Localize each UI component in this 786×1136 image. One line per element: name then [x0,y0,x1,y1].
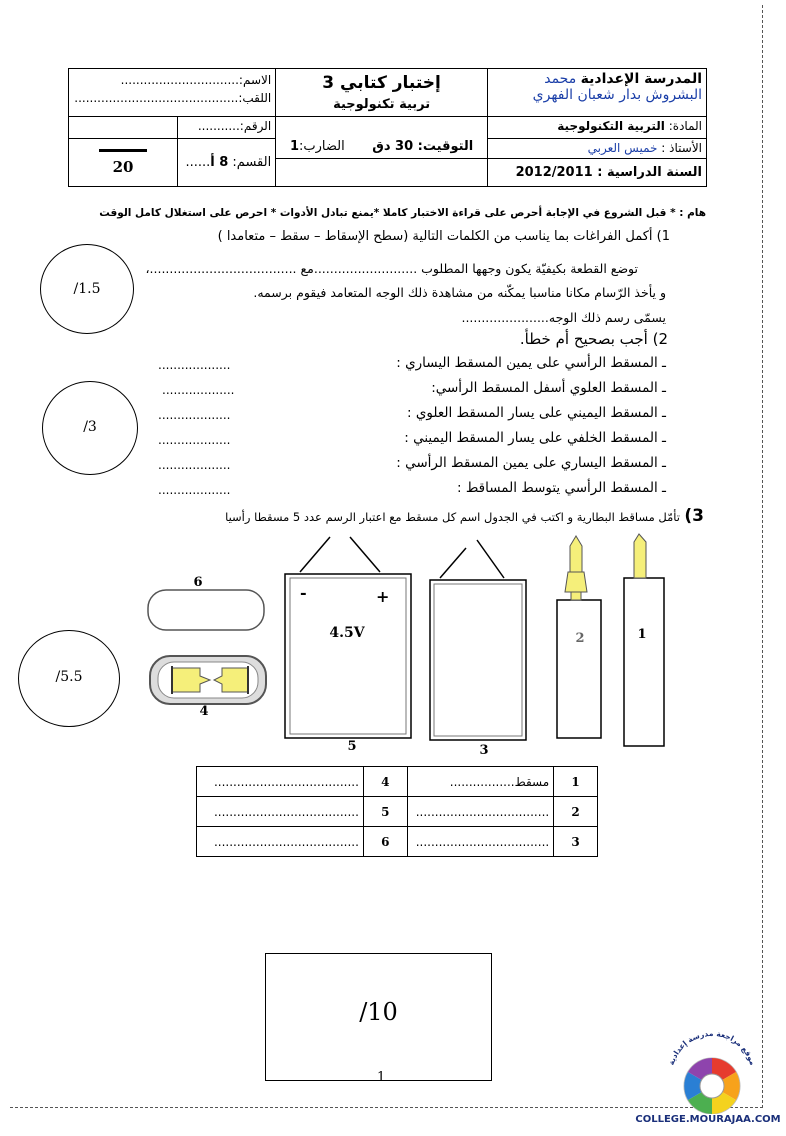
q3-number: 3) [684,506,704,526]
site-url[interactable]: COLLEGE.MOURAJAA.COM [635,1114,781,1125]
empty-cell [69,117,178,139]
q1-line1[interactable]: توضع القطعة بكيفيّة يكون وجهها المطلوب ..........................مع .....................................، [145,261,638,276]
view-3-back [430,540,526,740]
score-total: 20 [112,158,134,176]
teacher-cell [488,139,707,159]
number-dots[interactable]: ........... [197,119,240,133]
notice: هام : * قبل الشروع في الإجابة أحرص على قراءة الاختبار كاملا *يمنع تبادل الأدوات * احرص على استغلال كامل الوقت [99,207,706,219]
view-6-top [148,590,264,630]
battery-views [140,532,680,762]
label-view-4: 4 [199,704,209,719]
time-label: التوقيت: [417,139,474,154]
year-label: السنة الدراسية : [597,165,702,180]
q2-answer-2[interactable]: ................... [162,383,235,397]
q2-answer-3[interactable]: ................... [158,408,231,422]
time-value: 30 دق [372,139,414,154]
q2-score-circle [42,381,138,475]
answer-cell-5[interactable]: ...................................... [197,797,364,827]
logo-arc-text: موقع مراجعة مدرسة إعدادية [666,1030,758,1067]
q2-answer-1[interactable]: ................... [158,358,231,372]
year-value: 2012/2011 [515,165,593,180]
q2-item-5: ـ المسقط اليساري على يمين المسقط الرأسي : [396,455,666,471]
subject-center: تربية تكنولوجية [333,97,431,112]
student-name-cell [69,69,276,117]
time-group-cell [276,117,488,159]
table-row [197,767,598,797]
q1-score: /1.5 [73,281,101,297]
answer-cell-3[interactable]: ................................... [407,827,554,857]
answer-cell-2[interactable]: ................................... [407,797,554,827]
q2-title: 2) أجب بصحيح أم خطأ. [519,330,668,348]
num-cell-3: 3 [554,827,598,857]
surname-dots[interactable]: ........................................... [74,91,239,105]
q3-title: تأمّل مساقط البطارية و اكتب في الجدول اسم كل مسقط مع اعتبار الرسم عدد 5 مسقطا رأسيا [225,510,680,524]
class-dots[interactable]: ...... [185,155,211,170]
table-row [197,827,598,857]
views-answer-table [196,766,598,857]
label-view-1: 1 [637,627,647,642]
minus-sign: - [300,583,307,602]
school-label: المدرسة الإعدادية [580,71,702,87]
school-name-line2: البشروش بدار شعبان الفهري [532,87,702,103]
q3-score-circle [18,630,120,727]
school-name-part: محمد [544,71,577,87]
answer-cell-6[interactable]: ...................................... [197,827,364,857]
num-cell-1: 1 [554,767,598,797]
num-cell-4: 4 [363,767,407,797]
q2-item-1: ـ المسقط الرأسي على يمين المسقط اليساري : [396,355,666,371]
subject-label: المادة: [668,119,702,133]
score-cell [69,139,178,187]
answer-cell-1[interactable]: مسقط................. [407,767,554,797]
name-dots[interactable]: ............................... [120,73,239,87]
q2-item-3: ـ المسقط اليميني على يسار المسقط العلوي : [407,405,666,421]
q1-title: 1) أكمل الفراغات بما يناسب من الكلمات التالية (سطح الإسقاط – سقط – متعامدا ) [217,229,670,244]
header-table [68,68,707,187]
q2-item-2: ـ المسقط العلوي أسفل المسقط الرأسي: [431,380,666,396]
label-view-6: 6 [193,575,203,590]
surname-label: اللقب: [238,91,272,105]
q2-item-6: ـ المسقط الرأسي يتوسط المساقط : [457,480,666,496]
battery-label: 4.5V [329,625,365,641]
q1-line2: و يأخذ الرّسام مكانا مناسبا يمكّنه من مشاهدة ذلك الوجه المتعامد فيقوم برسمه. [253,285,666,300]
q1-line3[interactable]: يسمّى رسم ذلك الوجه...................... [461,310,666,325]
label-view-3: 3 [479,743,489,758]
year-cell [488,159,707,187]
number-label: الرقم: [239,119,272,133]
group-label: الضارب: [299,139,345,154]
name-label: الاسم: [238,73,272,87]
group-value: 1 [289,139,299,154]
q1-score-circle [40,244,134,334]
school-cell [488,69,707,117]
subject-value: التربية التكنولوجية [557,119,665,133]
test-title: إختبار كتابي 3 [322,73,441,93]
q2-item-4: ـ المسقط الخلفي على يسار المسقط اليميني : [404,430,666,446]
answer-cell-4[interactable]: ...................................... [197,767,364,797]
class-value: 8 أ [210,155,229,170]
site-logo [662,1030,762,1114]
subject-cell [488,117,707,139]
plus-sign: + [376,587,390,606]
fraction-bar [99,149,147,152]
q3-score: /5.5 [55,669,83,685]
teacher-value: خميس العربي [587,141,658,155]
q2-answer-5[interactable]: ................... [158,458,231,472]
table-row [197,797,598,827]
q2-score: /3 [83,419,97,435]
class-label: القسم: [232,155,272,170]
num-cell-6: 6 [363,827,407,857]
class-cell [178,139,276,187]
time-bottom-cell [276,159,488,187]
num-cell-2: 2 [554,797,598,827]
page-score-box [265,953,492,1081]
label-view-2: 2 [575,631,585,646]
title-cell [276,69,488,117]
q2-answer-4[interactable]: ................... [158,433,231,447]
number-cell [178,117,276,139]
label-view-5: 5 [347,739,357,754]
teacher-label: الأستاذ : [661,141,702,155]
page-number: 1 [377,1070,386,1085]
page-score: /10 [359,998,398,1026]
q2-answer-6[interactable]: ................... [158,483,231,497]
num-cell-5: 5 [363,797,407,827]
view-4-bottom [150,656,266,704]
